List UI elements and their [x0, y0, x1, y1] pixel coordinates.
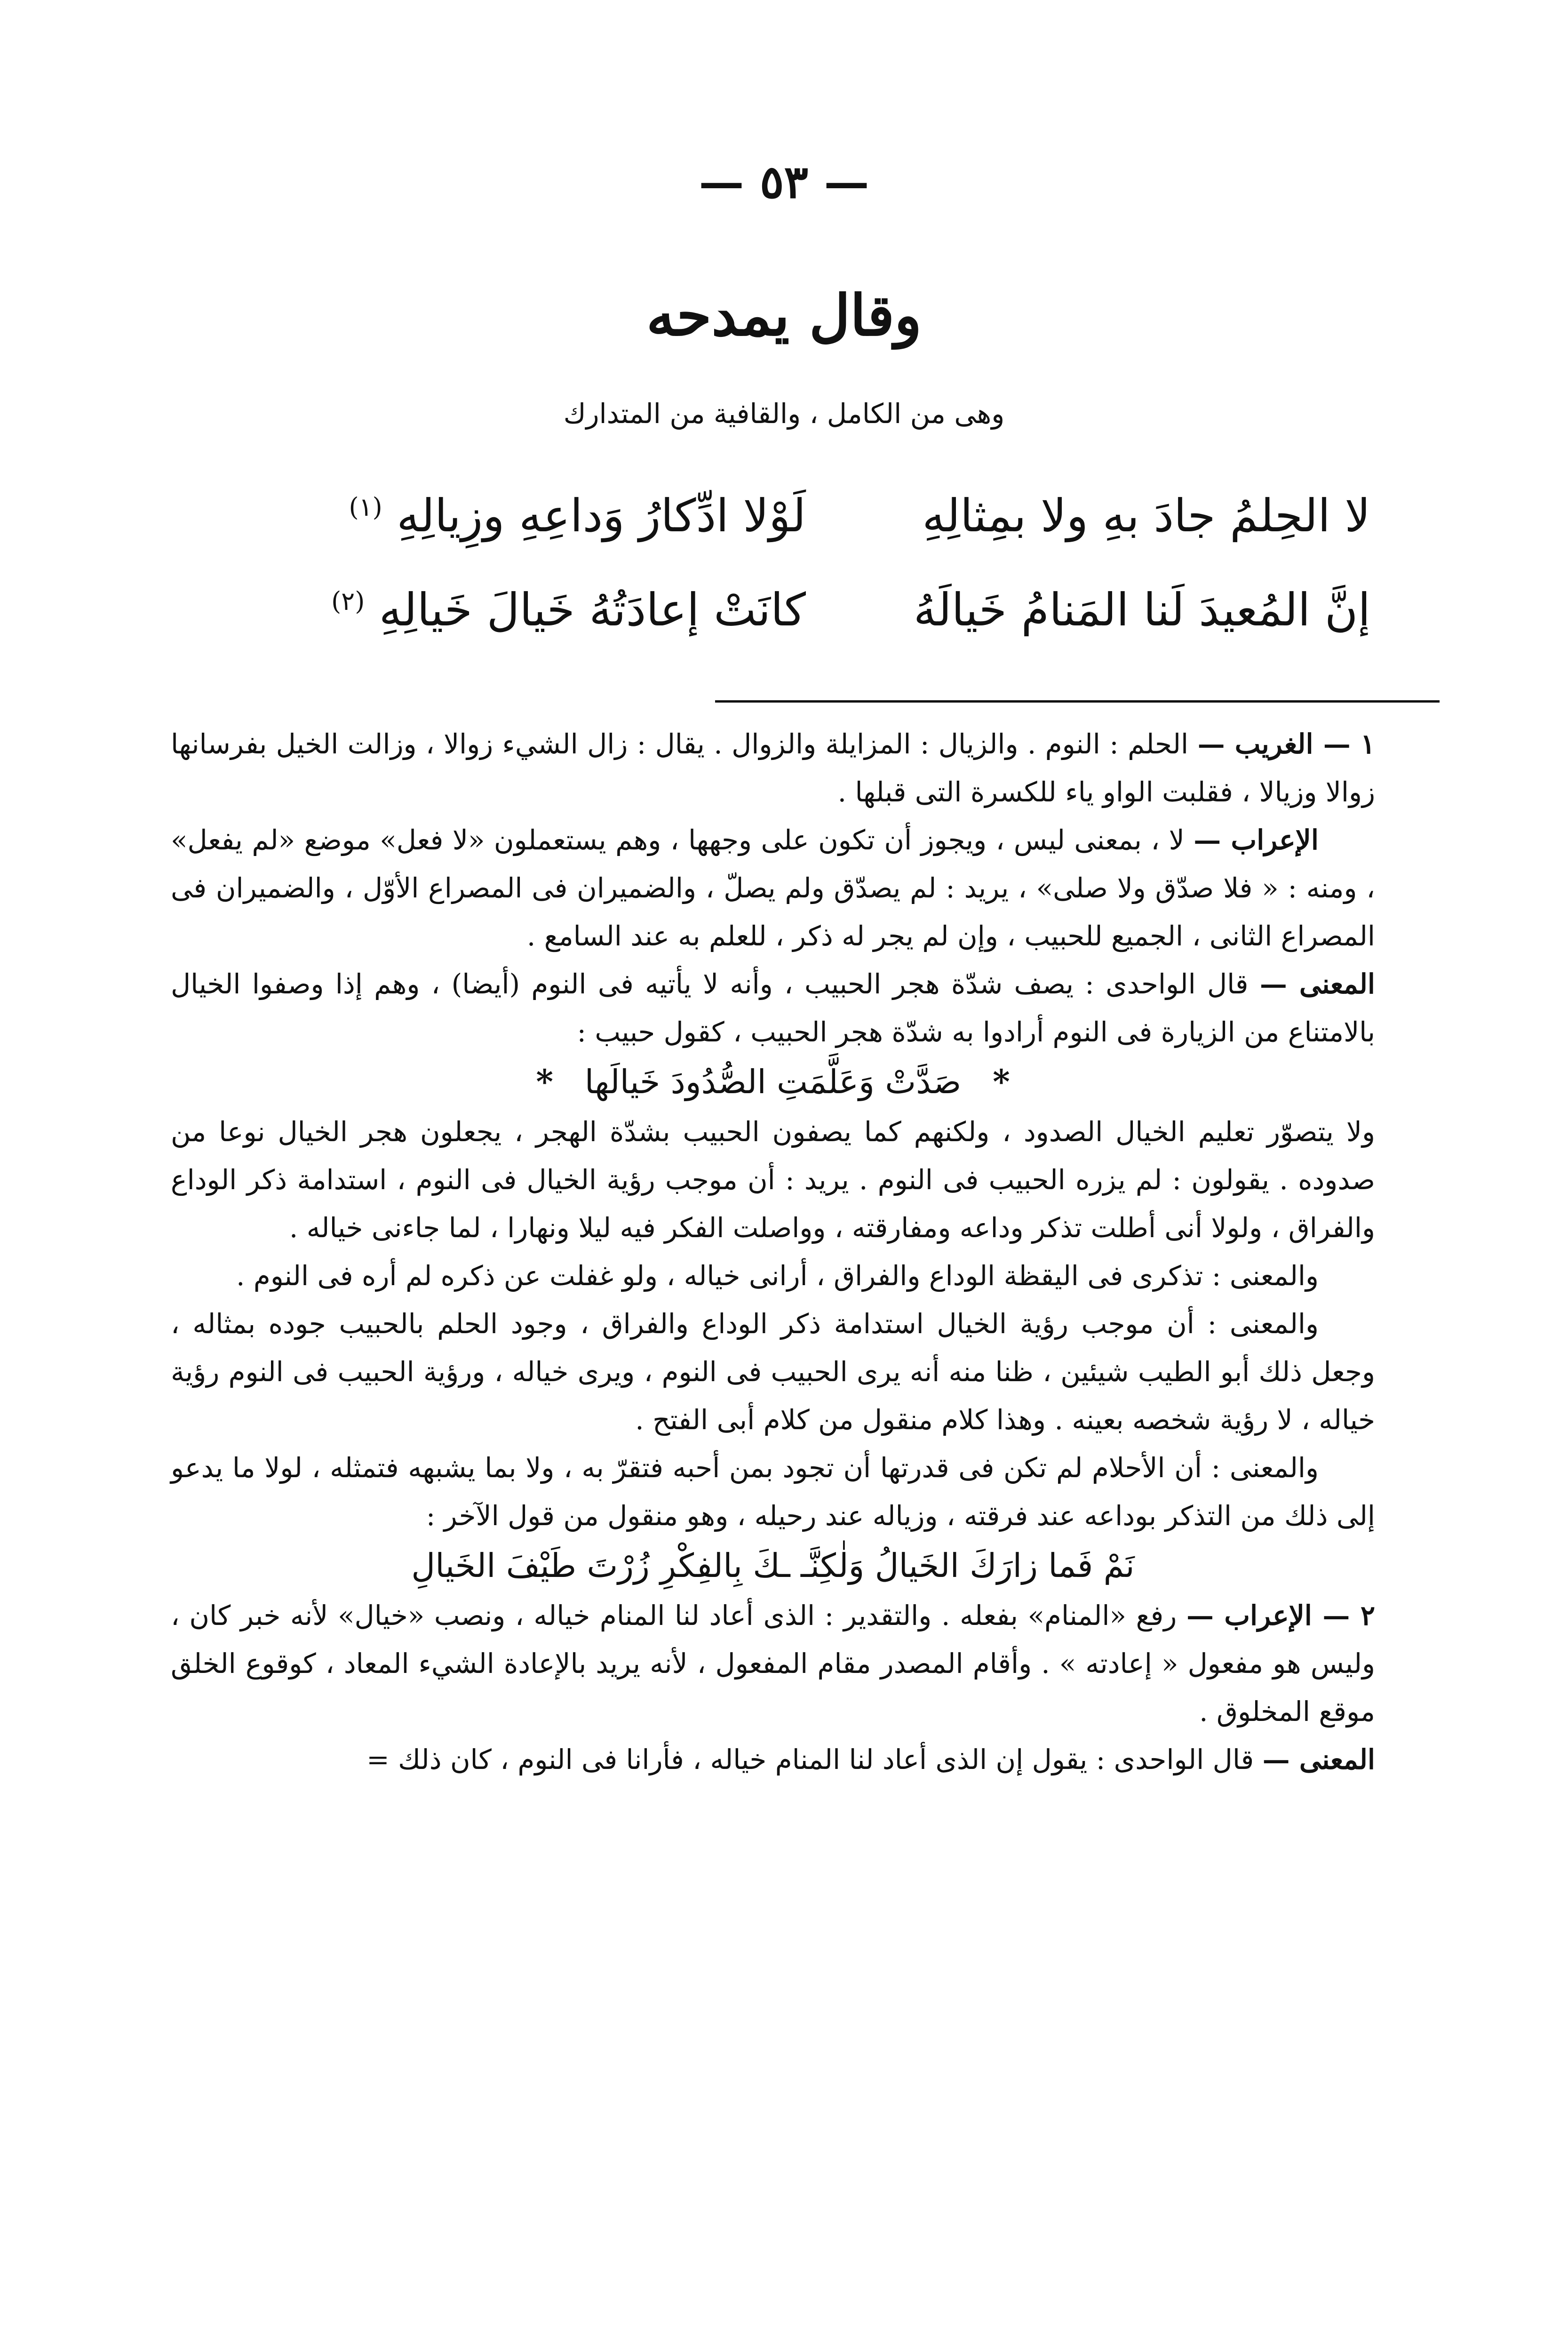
verse-second-hemistich — [331, 584, 806, 636]
paragraph-text: قال الواحدى : يقول إن الذى أعاد لنا المنام خياله ، فأرانا فى النوم ، كان ذلك = — [366, 1744, 1254, 1776]
poem-title: وقال يمدحه — [646, 282, 922, 349]
section-label: المعنى — — [1262, 1744, 1375, 1776]
paragraph-text: والمعنى : أن الأحلام لم تكن فى قدرتها أن تجود بمن أحبه فتقرّ به ، ولا بما يشبهه فتمثله ، لولا ما يدعو إلى ذلك من التذكر بوداعه عند فرقته ، وزياله عند رحيله ، وهو منقول من قول الآخر : — [171, 1452, 1375, 1532]
paragraph-text: رفع «المنام» بفعله . والتقدير : الذى أعاد لنا المنام خياله ، ونصب «خيال» لأنه خبر كان ، وليس هو مفعول « إعادته » . وأقام المصدر مقام المفعول ، لأنه يريد بالإعادة الشيء المعاد ، كوقوع الخلق موقع المخلوق . — [171, 1600, 1375, 1728]
commentary — [171, 720, 1375, 1784]
paragraph — [171, 1444, 1375, 1540]
poem-meter-subtitle: وهى من الكامل ، والقافية من المتدارك — [563, 398, 1005, 430]
footnote-marker: (٢) — [331, 586, 365, 616]
paragraph — [171, 1300, 1375, 1444]
paragraph: ولا يتصوّر تعليم الخيال الصدود ، ولكنهم كما يصفون الحبيب بشدّة الهجر ، يجعلون هجر الخيال نوعا من صدوده . يقولون : لم يزره الحبيب فى النوم . يريد : أن موجب رؤية الخيال فى النوم ، استدامة ذكر الوداع والفراق ، ولولا أنى أطلت تذكر وداعه ومفارقته ، وواصلت الفكر فيه ليلا ونهارا ، لما جاءنى خياله . — [171, 1116, 1375, 1244]
star-marker: * — [536, 1062, 553, 1101]
note-1-mana — [171, 960, 1375, 1056]
separator-rule — [715, 700, 1440, 703]
page-number: — ٥٣ — — [699, 155, 869, 208]
verse-second-text: لَوْلا ادِّكارُ وَداعِهِ وزِيالِهِ — [397, 489, 806, 542]
verse-row — [194, 489, 1370, 584]
quoted-verse — [171, 1056, 1375, 1108]
paragraph-text: والمعنى : تذكرى فى اليقظة الوداع والفراق ، أرانى خياله ، ولو غفلت عن ذكره لم أره فى النوم . — [236, 1260, 1319, 1292]
verse-second-hemistich — [349, 489, 806, 542]
verse-first-hemistich: إنَّ المُعيدَ لَنا المَنامُ خَيالَهُ — [913, 584, 1370, 636]
note-2-mana — [171, 1736, 1375, 1784]
paragraph-text: لا ، بمعنى ليس ، ويجوز أن تكون على وجهها ، وهم يستعملون «لا فعل» موضع «لم يفعل» ، ومنه : « فلا صدّق ولا صلى» ، يريد : لم يصدّق ولم يصلّ ، والضميران فى المصراع الأوّل ، والضميران فى المصراع الثانى ، الجميع للحبيب ، وإن لم يجر له ذكر ، للعلم به عند السامع . — [171, 824, 1375, 952]
quoted-verse-text: صَدَّتْ وَعَلَّمَتِ الصُّدُودَ خَيالَها — [584, 1063, 962, 1101]
note-1-gharib — [171, 720, 1375, 816]
verse-second-text: كانَتْ إعادَتُهُ خَيالَ خَيالِهِ — [379, 584, 806, 636]
star-marker: * — [993, 1062, 1010, 1101]
footnote-marker: (١) — [349, 492, 382, 522]
quoted-verse: نَمْ فَما زارَكَ الخَيالُ وَلٰكِنَّـ ـكَ بِالفِكْرِ زُرْتَ طَيْفَ الخَيالِ — [411, 1546, 1135, 1585]
section-label: ٢ — الإعراب — — [1186, 1600, 1375, 1632]
paragraph-text: قال الواحدى : يصف شدّة هجر الحبيب ، وأنه لا يأتيه فى النوم (أيضا) ، وهم إذا وصفوا الخيال بالامتناع من الزيارة فى النوم أرادوا به شدّة هجر الحبيب ، كقول حبيب : — [171, 968, 1375, 1048]
note-2-irab — [171, 1592, 1375, 1736]
paragraph-text: والمعنى : أن موجب رؤية الخيال استدامة ذكر الوداع والفراق ، وجود الحلم بالحبيب جوده بمثاله ، وجعل ذلك أبو الطيب شيئين ، ظنا منه أنه يرى الحبيب فى النوم ، ويرى خياله ، ورؤية الحبيب فى النوم رؤية خياله ، لا رؤية شخصه بعينه . وهذا كلام منقول من كلام أبى الفتح . — [171, 1308, 1375, 1436]
paragraph — [171, 1252, 1375, 1300]
note-1-irab — [171, 816, 1375, 960]
verse-row — [194, 584, 1370, 678]
paragraph-text: الحلم : النوم . والزيال : المزايلة والزوال . يقال : زال الشيء زوالا ، وزالت الخيل بفرسانها زوالا وزيالا ، فقلبت الواو ياء للكسرة التى قبلها . — [171, 728, 1375, 808]
section-label: المعنى — — [1259, 968, 1375, 1000]
section-label: ١ — الغريب — — [1197, 728, 1375, 760]
section-label: الإعراب — — [1194, 824, 1319, 856]
verse-first-hemistich: لا الحِلمُ جادَ بهِ ولا بمِثالِهِ — [922, 489, 1370, 542]
